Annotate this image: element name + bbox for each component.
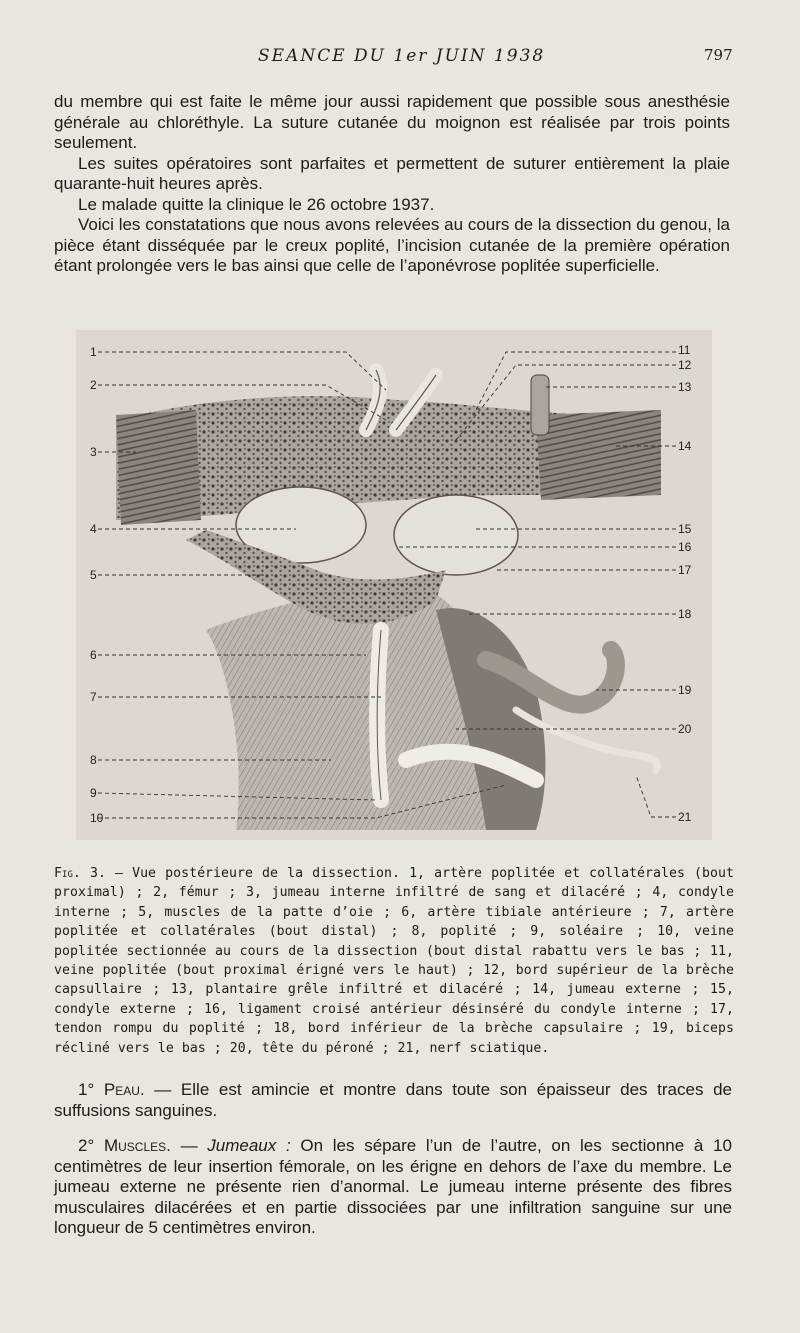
figure-label-16: 16	[678, 540, 692, 554]
lateral-condyle	[394, 495, 518, 575]
figure-label-8: 8	[90, 753, 97, 767]
intro-paragraph-3: Le malade quitte la clinique le 26 octobre 1937.	[78, 194, 435, 214]
page-number: 797	[704, 46, 733, 64]
figure-label-19: 19	[678, 683, 692, 697]
figure-label-20: 20	[678, 722, 692, 736]
section-muscles-heading: Muscles.	[103, 1136, 171, 1155]
figure-label-4: 4	[90, 522, 97, 536]
running-head	[0, 46, 800, 70]
figure-label-14: 14	[678, 439, 692, 453]
figure-label-10: 10	[90, 811, 104, 825]
anatomical-figure	[76, 330, 712, 840]
figure-label-15: 15	[678, 522, 692, 536]
section-peau-number: 1°	[78, 1080, 95, 1099]
caption-label: Fig. 3.	[54, 866, 106, 881]
figure-label-11: 11	[678, 343, 691, 357]
intro-paragraph-4: Voici les constatations que nous avons relevées au cours de la dissection du genou, la pièce étant disséquée par le creux poplité, l’incision cutanée de la première opération étant prolongée vers le bas ainsi que celle de l’aponévrose poplitée superficielle.	[54, 215, 730, 275]
figure-label-21: 21	[678, 810, 692, 824]
section-peau	[54, 1080, 732, 1121]
section-muscles-number: 2°	[78, 1136, 95, 1155]
section-muscles-paragraph	[54, 1136, 732, 1239]
lateral-gastrocnemius	[536, 410, 661, 500]
figure-label-17: 17	[678, 563, 692, 577]
intro-text	[54, 92, 730, 277]
section-peau-heading: Peau.	[103, 1080, 145, 1099]
figure-label-6: 6	[90, 648, 97, 662]
figure-label-13: 13	[678, 380, 692, 394]
caption-text: — Vue postérieure de la dissection. 1, artère poplitée et collatérales (bout proximal) ; 2, fémur ; 3, jumeau interne infiltré de sang et dilacéré ; 4, condyle interne ; 5, muscles de la patte d’oie ; 6, artère tibiale antérieure ; 7, artère poplitée et collatérales (bout distal) ; 8, poplité ; 9, soléaire ; 10, veine poplitée sectionnée au cours de la dissection (bout distal rabattu vers le bas ; 11, veine poplitée (bout proximal érigné vers le haut) ; 12, bord supérieur de la brèche capsullaire ; 13, plantaire grêle infiltré et dilacéré ; 14, jumeau externe ; 15, condyle externe ; 16, ligament croisé antérieur désinséré du condyle interne ; 17, tendon rompu du poplité ; 18, bord inférieur de la brèche capsulaire ; 19, biceps récliné vers le bas ; 20, tête du péroné ; 21, nerf sciatique.	[54, 866, 734, 1056]
figure-label-5: 5	[90, 568, 97, 582]
figure-label-18: 18	[678, 607, 692, 621]
figure-label-3: 3	[90, 445, 97, 459]
figure-label-7: 7	[90, 690, 97, 704]
plantaris	[531, 375, 549, 435]
caption-paragraph	[54, 864, 734, 1058]
medial-gastrocnemius	[116, 410, 201, 525]
section-muscles	[54, 1136, 732, 1239]
section-muscles-subheading: Jumeaux :	[207, 1136, 291, 1155]
section-peau-text: — Elle est amincie et montre dans toute son épaisseur des traces de suffusions sanguines.	[54, 1080, 732, 1120]
section-muscles-sep: —	[170, 1136, 208, 1155]
section-peau-paragraph	[54, 1080, 732, 1121]
figure-caption	[54, 864, 734, 1058]
figure-label-2: 2	[90, 378, 97, 392]
running-title: SEANCE DU 1er JUIN 1938	[258, 46, 546, 66]
figure-label-1: 1	[90, 345, 97, 359]
section-muscles-text: On les sépare l’un de l’autre, on les sectionne à 10 centimètres de leur insertion fémorale, on les érigne en dehors de l’axe du membre. Le jumeau externe ne présente rien d’anormal. Le jumeau interne présente des fibres musculaires dilacérées et en partie dissociées par une infiltration sanguine sur une longueur de 5 centimètres environ.	[54, 1136, 732, 1237]
figure-label-9: 9	[90, 786, 97, 800]
dissection-illustration	[76, 330, 712, 840]
intro-paragraph-2: Les suites opératoires sont parfaites et permettent de suturer entièrement la plaie quarante-huit heures après.	[54, 153, 730, 193]
figure-label-12: 12	[678, 358, 692, 372]
intro-paragraph-1: du membre qui est faite le même jour aussi rapidement que possible sous anesthésie générale au chloréthyle. La suture cutanée du moignon est réalisée par trois points seulement.	[54, 92, 730, 152]
